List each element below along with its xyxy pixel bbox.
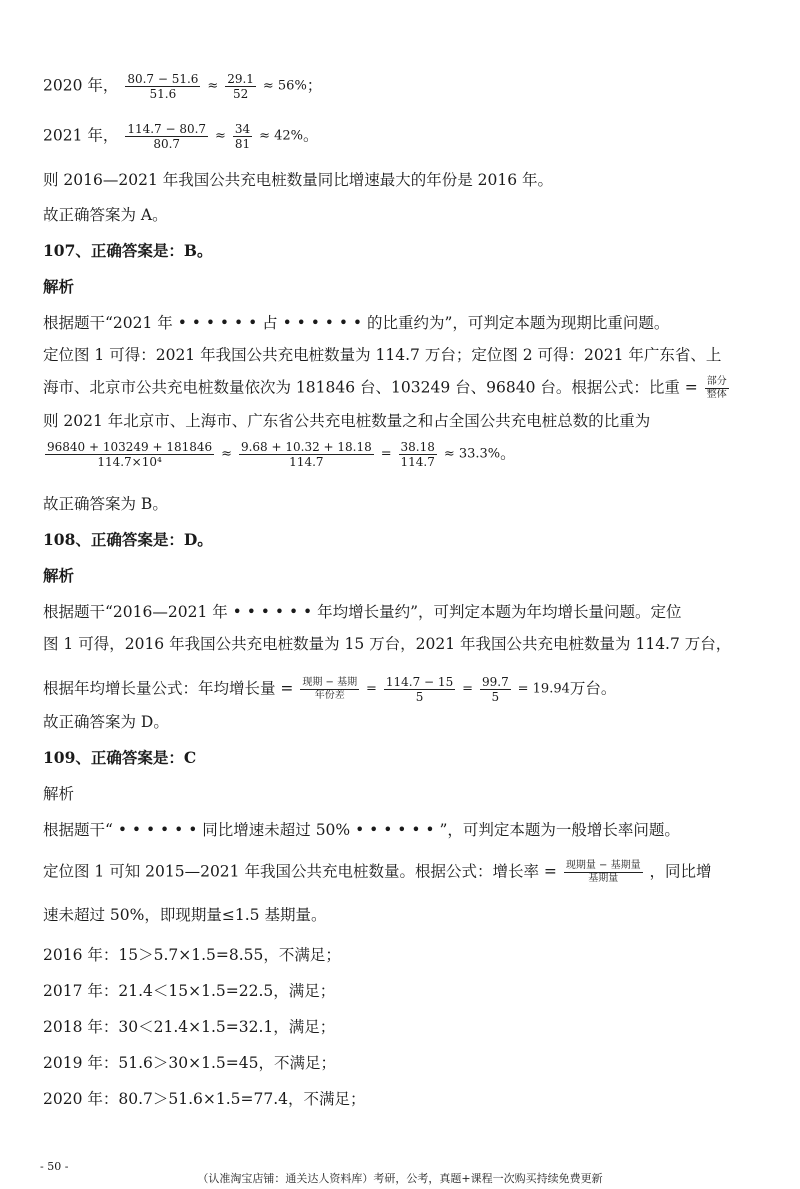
q107-fraction-c: $\frac{38.18}{114.7}$ [400, 440, 435, 469]
q108-formula-line: 根据年均增长量公式：年均增长量 = $\frac{\text{现期 − 基期}}{\text{年份差}}$ = $\frac{114.7 - 15}{5}$ = $\frac{99.7}{5}$ = 19.94万台。 [43, 675, 617, 704]
q107-analysis-label: 解析 [43, 277, 75, 296]
q108-paragraph-2: 图 1 可得，2016 年我国公共充电桩数量为 15 万台，2021 年我国公共充电桩数量为 114.7 万台， [43, 635, 732, 653]
q108-analysis-label: 解析 [43, 566, 75, 585]
q109-paragraph-2: 定位图 1 可知 2015—2021 年我国公共充电桩数量。根据公式：增长率 = $\frac{\text{现期量 − 基期量}}{\text{基期量}}$ ，同比增 [43, 860, 712, 884]
calc-2020-year: 2020 年， [43, 76, 119, 95]
q109-row: 2019 年：51.6＞30×1.5=45，不满足； [43, 1054, 336, 1072]
q107-fraction-b: $\frac{9.68 + 10.32 + 18.18}{114.7}$ [240, 440, 372, 469]
q109-paragraph-3: 速未超过 50%，即现期量≤1.5 基期量。 [43, 906, 327, 924]
q109-row: 2017 年：21.4＜15×1.5=22.5，满足； [43, 982, 336, 1000]
q108-answer: 故正确答案为 D。 [43, 713, 169, 731]
q109-paragraph-1: 根据题干“ • • • • • • 同比增速未超过 50% • • • • • • ”，可判定本题为一般增长率问题。 [43, 821, 680, 839]
answer-106: 故正确答案为 A。 [43, 206, 168, 224]
q109-row: 2018 年：30＜21.4×1.5=32.1，满足； [43, 1018, 336, 1036]
q108-fraction-3: $\frac{99.7}{5}$ [481, 675, 509, 704]
q107-paragraph-2: 定位图 1 可得：2021 年我国公共充电桩数量为 114.7 万台；定位图 2 可得：2021 年广东省、上 [43, 346, 722, 364]
page-number: - 50 - [40, 1160, 69, 1173]
q108-fraction-2: $\frac{114.7 - 15}{5}$ [385, 675, 454, 704]
footer-note: （认准淘宝店铺：通关达人资料库）考研，公考，真题+课程一次购买持续免费更新 [197, 1172, 603, 1185]
q107-fraction-a: $\frac{96840 + 103249 + 181846}{\text{114.7×10⁴}}$ [47, 440, 213, 469]
q109-row: 2020 年：80.7＞51.6×1.5=77.4，不满足； [43, 1090, 366, 1108]
q107-paragraph-4: 则 2021 年北京市、上海市、广东省公共充电桩数量之和占全国公共充电桩总数的比重为 [43, 412, 651, 430]
calc-2020-line: 2020 年， $\frac{80.7 - 51.6}{51.6}$ ≈ $\frac{29.1}{52}$ ≈ 56%； [43, 72, 323, 101]
calc-2021-year: 2021 年， [43, 126, 119, 145]
q109-row: 2016 年：15＞5.7×1.5=8.55，不满足； [43, 946, 341, 964]
q108-heading: 108、正确答案是：D。 [43, 530, 213, 549]
q108-paragraph-1: 根据题干“2016—2021 年 • • • • • • 年均增长量约”，可判定本题为年均增长量问题。定位 [43, 603, 682, 621]
q108-formula-fraction: $\frac{\text{现期 − 基期}}{\text{年份差}}$ [302, 677, 358, 701]
conclusion-106: 则 2016—2021 年我国公共充电桩数量同比增速最大的年份是 2016 年。 [43, 171, 554, 189]
q109-analysis-label: 解析 [43, 785, 75, 803]
calc-2021-fraction-2: $\frac{34}{81}$ [234, 122, 251, 151]
q109-growth-formula: $\frac{\text{现期量 − 基期量}}{\text{基期量}}$ [565, 860, 641, 884]
q107-heading: 107、正确答案是：B。 [43, 241, 213, 260]
q107-ratio-formula: $\frac{\text{部分}}{\text{整体}}$ [706, 376, 727, 400]
calc-2021-line: 2021 年， $\frac{114.7 - 80.7}{80.7}$ ≈ $\frac{34}{81}$ ≈ 42%。 [43, 122, 319, 151]
q107-paragraph-3: 海市、北京市公共充电桩数量依次为 181846 台、103249 台、96840 台。根据公式：比重 = $\frac{\text{部分}}{\text{整体}}$ [43, 376, 727, 400]
calc-2020-fraction-1: $\frac{80.7 - 51.6}{51.6}$ [127, 72, 199, 101]
q107-answer: 故正确答案为 B。 [43, 495, 168, 513]
q109-heading: 109、正确答案是：C [43, 748, 197, 767]
q107-paragraph-1: 根据题干“2021 年 • • • • • • 占 • • • • • • 的比重约为”，可判定本题为现期比重问题。 [43, 314, 670, 332]
calc-2020-fraction-2: $\frac{29.1}{52}$ [227, 72, 254, 101]
q107-formula-line: $\frac{96840 + 103249 + 181846}{\text{114.7×10⁴}}$ ≈ $\frac{9.68 + 10.32 + 18.18}{114.7}$ = $\frac{38.18}{114.7}$ ≈ 33.3%。 [47, 440, 516, 469]
calc-2021-fraction-1: $\frac{114.7 - 80.7}{80.7}$ [127, 122, 207, 151]
